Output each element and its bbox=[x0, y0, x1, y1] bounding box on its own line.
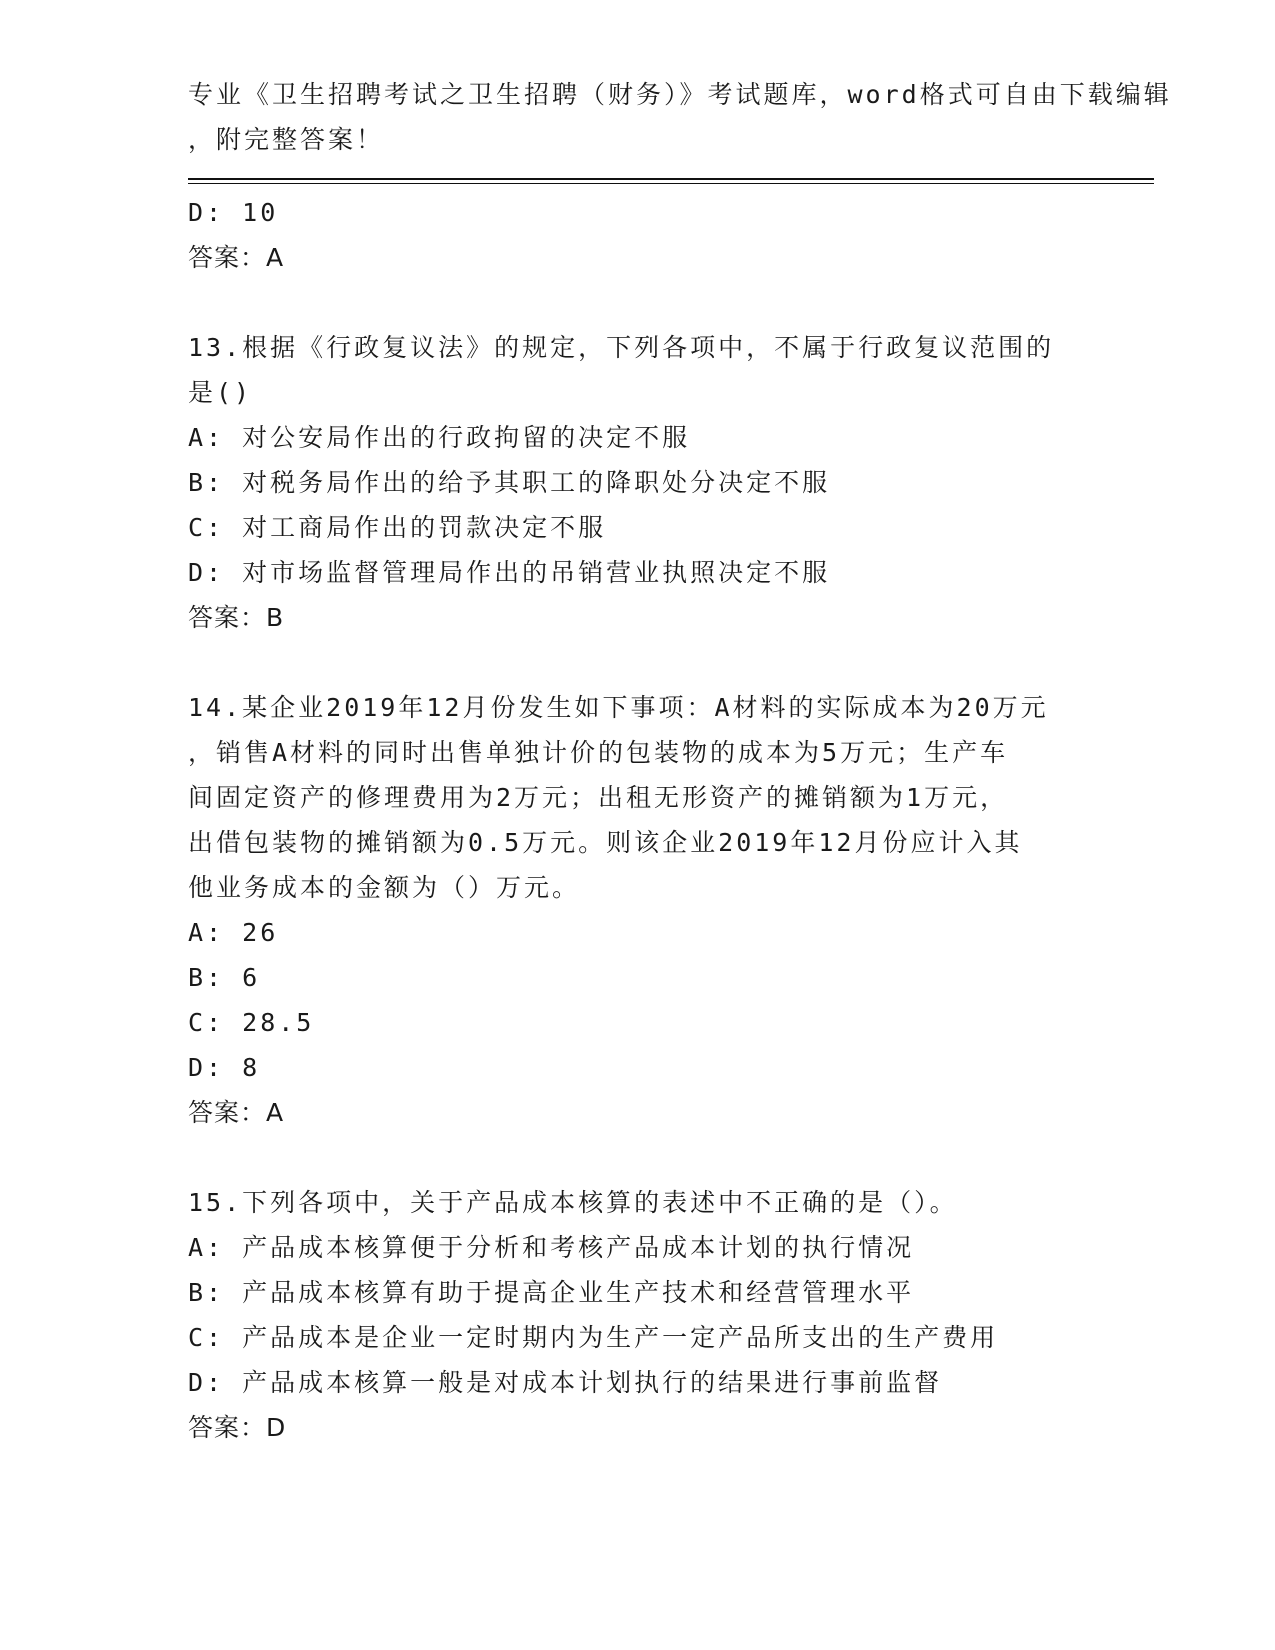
header-line-2: ，附完整答案！ bbox=[188, 125, 385, 154]
option-b: B: 对税务局作出的给予其职工的降职处分决定不服 bbox=[188, 468, 831, 497]
spacer bbox=[188, 280, 1088, 325]
question-stem-line: ，销售A材料的同时出售单独计价的包装物的成本为5万元；生产车 bbox=[188, 738, 1009, 767]
prev-option-d: D: 10 bbox=[188, 198, 279, 227]
question-13 bbox=[188, 325, 1088, 640]
question-stem-line: 间固定资产的修理费用为2万元；出租无形资产的摊销额为1万元， bbox=[188, 783, 1009, 812]
option-c: C: 产品成本是企业一定时期内为生产一定产品所支出的生产费用 bbox=[188, 1323, 999, 1352]
spacer bbox=[188, 1135, 1088, 1180]
header-rule-thin bbox=[188, 183, 1154, 184]
question-stem-line: 他业务成本的金额为（）万元。 bbox=[188, 873, 581, 902]
question-15 bbox=[188, 1180, 1088, 1450]
option-d: D: 对市场监督管理局作出的吊销营业执照决定不服 bbox=[188, 558, 831, 587]
option-a: A: 对公安局作出的行政拘留的决定不服 bbox=[188, 423, 691, 452]
answer: 答案：A bbox=[188, 1098, 285, 1127]
header-rule-thick bbox=[188, 178, 1154, 180]
question-stem-line: 是() bbox=[188, 378, 253, 407]
answer: 答案：D bbox=[188, 1413, 287, 1442]
question-stem-line: 13.根据《行政复议法》的规定，下列各项中，不属于行政复议范围的 bbox=[188, 333, 1055, 362]
option-c: C: 对工商局作出的罚款决定不服 bbox=[188, 513, 607, 542]
page-header bbox=[188, 72, 1172, 162]
option-c: C: 28.5 bbox=[188, 1008, 315, 1037]
option-b: B: 产品成本核算有助于提高企业生产技术和经营管理水平 bbox=[188, 1278, 915, 1307]
prev-answer: 答案：A bbox=[188, 243, 285, 272]
document-body bbox=[188, 190, 1088, 1450]
option-b: B: 6 bbox=[188, 963, 261, 992]
question-stem-line: 14.某企业2019年12月份发生如下事项：A材料的实际成本为20万元 bbox=[188, 693, 1049, 722]
option-a: A: 26 bbox=[188, 918, 279, 947]
option-a: A: 产品成本核算便于分析和考核产品成本计划的执行情况 bbox=[188, 1233, 915, 1262]
question-stem-line: 15.下列各项中，关于产品成本核算的表述中不正确的是（）。 bbox=[188, 1188, 958, 1217]
question-14 bbox=[188, 685, 1088, 1135]
option-d: D: 8 bbox=[188, 1053, 261, 1082]
header-line-1: 专业《卫生招聘考试之卫生招聘（财务）》考试题库，word格式可自由下载编辑 bbox=[188, 80, 1172, 109]
answer: 答案：B bbox=[188, 603, 285, 632]
option-d: D: 产品成本核算一般是对成本计划执行的结果进行事前监督 bbox=[188, 1368, 943, 1397]
spacer bbox=[188, 640, 1088, 685]
question-stem-line: 出借包装物的摊销额为0.5万元。则该企业2019年12月份应计入其 bbox=[188, 828, 1023, 857]
